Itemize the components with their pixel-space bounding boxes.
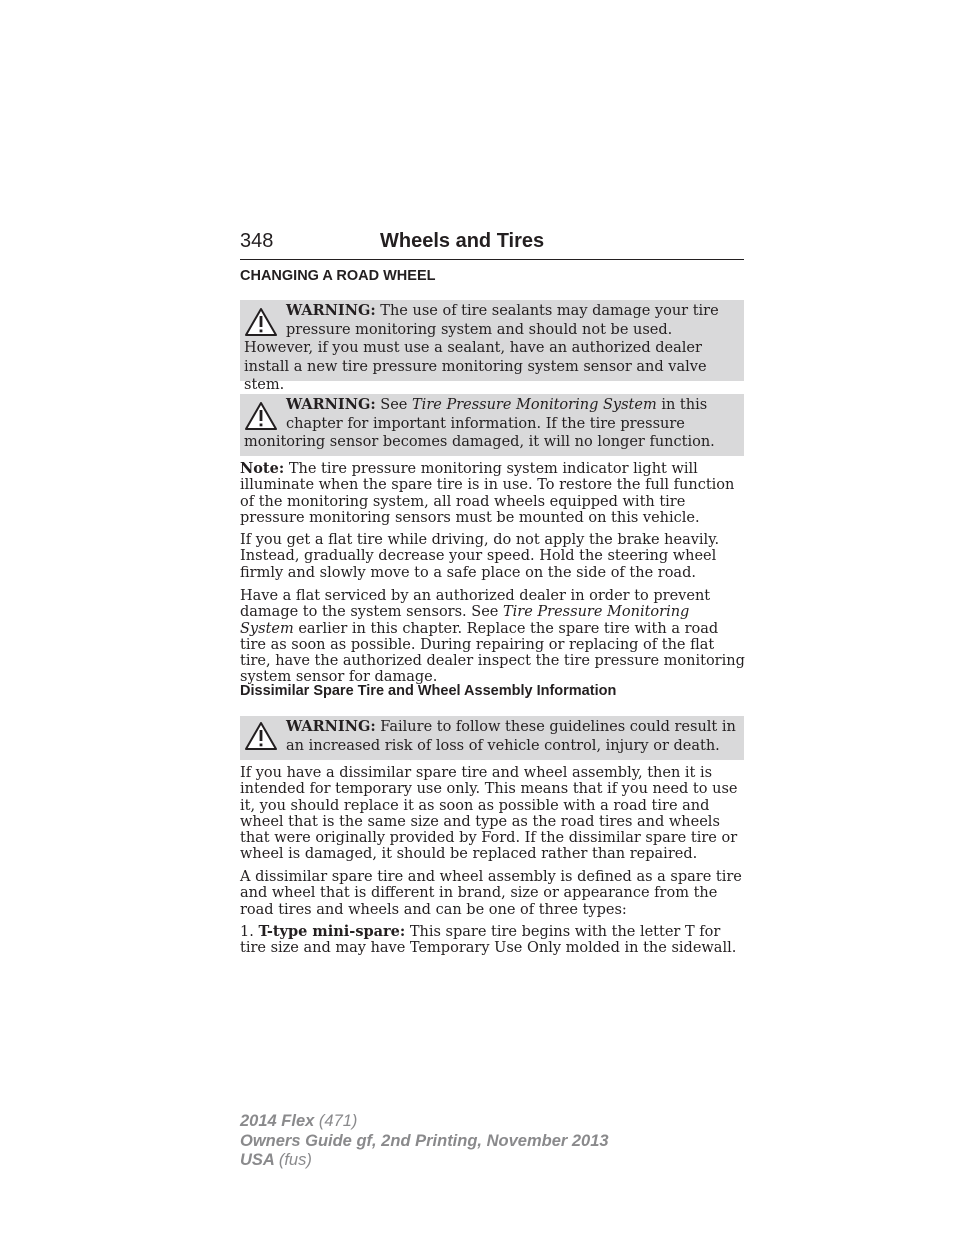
warning-text-pre: See bbox=[380, 397, 408, 413]
dissimilar-paragraph: If you have a dissimilar spare tire and wheel assembly, then it is intended for temporary use only. This means that if you need to use it, you should replace it as soon as possible with a road tire and wheel that is the same size and type as the road tires and wheels that were originally provided by Ford. If the dissimilar spare tire or wheel is damaged, it should be replaced rather than repaired. bbox=[240, 765, 738, 863]
note-text: The tire pressure monitoring system indicator light will illuminate when the spare tire is in use. To restore the full function of the monitoring system, all road wheels equipped with tire pressure monitoring sensors must be mounted on this vehicle. bbox=[240, 461, 735, 526]
footer-market: USA bbox=[240, 1151, 275, 1169]
chapter-title: Wheels and Tires bbox=[380, 230, 545, 252]
section-title: CHANGING A ROAD WHEEL bbox=[240, 268, 436, 284]
warning-text-post: in this chapter for important information. If the tire pressure monitoring sensor becomes damaged, it will no longer function. bbox=[244, 397, 715, 450]
list-item-text: This spare tire begins with the letter T for tire size and may have Temporary Use Only molded in the sidewall. bbox=[240, 924, 737, 957]
warning-triangle-icon bbox=[244, 307, 278, 337]
warning-box-sealant bbox=[240, 300, 744, 393]
page-footer bbox=[240, 1112, 609, 1171]
warning-label: WARNING: bbox=[286, 718, 376, 735]
cross-reference: Tire Pressure Monitoring System bbox=[240, 604, 690, 637]
note-label: Note: bbox=[240, 460, 285, 477]
service-paragraph bbox=[240, 588, 745, 686]
page-header bbox=[240, 229, 744, 260]
cross-reference: Tire Pressure Monitoring System bbox=[412, 397, 657, 413]
warning-triangle-icon bbox=[244, 721, 278, 751]
warning-label: WARNING: bbox=[286, 396, 376, 413]
page-number: 348 bbox=[240, 230, 274, 252]
warning-triangle-icon bbox=[244, 401, 278, 431]
footer-market-code: (fus) bbox=[278, 1151, 312, 1169]
service-text-post: earlier in this chapter. Replace the spare tire with a road tire as soon as possible. During repairing or replacing of the flat tire, have the authorized dealer inspect the tire pressure monitoring system sensor for damage. bbox=[240, 620, 745, 686]
warning-box-guidelines bbox=[240, 716, 744, 760]
footer-model: 2014 Flex bbox=[240, 1112, 315, 1130]
list-number: 1. bbox=[240, 924, 254, 940]
service-text-pre: Have a flat serviced by an authorized dealer in order to prevent damage to the system sensors. See bbox=[240, 588, 711, 621]
warning-box-tpms bbox=[240, 394, 744, 456]
footer-line-guide: Owners Guide gf, 2nd Printing, November 2013 bbox=[240, 1131, 609, 1150]
subsection-title: Dissimilar Spare Tire and Wheel Assembly Information bbox=[240, 683, 617, 699]
warning-text: Failure to follow these guidelines could result in an increased risk of loss of vehicle control, injury or death. bbox=[286, 719, 736, 754]
defined-paragraph: A dissimilar spare tire and wheel assembly is defined as a spare tire and wheel that is different in brand, size or appearance from the road tires and wheels and can be one of three types: bbox=[240, 869, 742, 918]
footer-line-model bbox=[240, 1112, 609, 1132]
warning-label: WARNING: bbox=[286, 302, 376, 319]
warning-text: The use of tire sealants may damage your tire pressure monitoring system and should not be used. However, if you must use a sealant, have an authorized dealer install a new tire pressure monitoring system sensor and valve stem. bbox=[244, 303, 719, 393]
flat-tire-paragraph: If you get a flat tire while driving, do not apply the brake heavily. Instead, gradually decrease your speed. Hold the steering wheel firmly and slowly move to a safe place on the side of the road. bbox=[240, 532, 720, 581]
footer-model-code: (471) bbox=[318, 1112, 358, 1130]
list-item-label: T-type mini-spare: bbox=[258, 923, 406, 940]
list-item-t-type bbox=[240, 924, 745, 957]
note-paragraph bbox=[240, 461, 745, 526]
footer-line-market bbox=[240, 1151, 609, 1171]
